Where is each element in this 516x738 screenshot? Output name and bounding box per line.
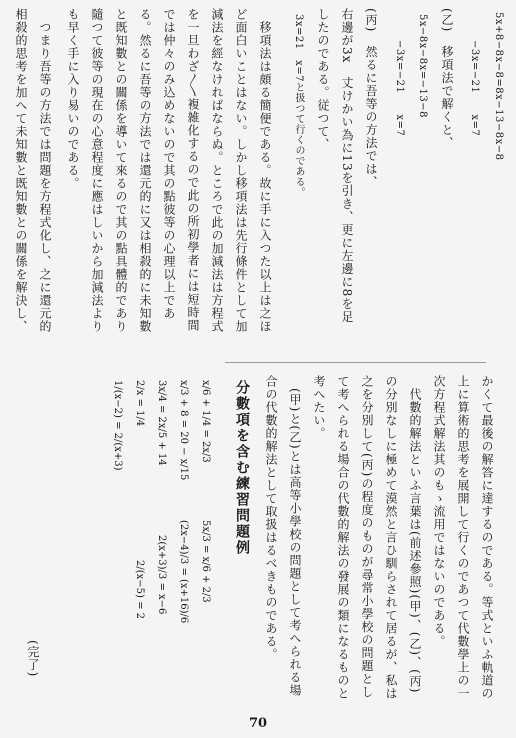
text-line: る。然るに吾等の方法では還元的に又は相殺的に未知數: [138, 8, 152, 333]
equation-line: 5x−8x−8x=−13−8: [417, 14, 428, 118]
text-line: の分別なしに極めて漠然と言ひ馴らされて居るが、私は: [384, 375, 398, 700]
text-line: つまり吾等の方法では問題を方程式化し、之に還元的: [38, 8, 52, 333]
text-line: 相殺的思考を加へて未知數と既知數との關係を解決し、: [14, 8, 28, 333]
equation-item: 2/(x−5) = 2: [134, 560, 145, 620]
text-line: を一旦わざ〳〵複雑化するので此の所初學者には短時間: [186, 8, 200, 332]
equation-item: 1/(x−2) = 2/(x+3): [112, 380, 123, 471]
text-line: 次方程式解法其のもゝ流用ではないのである。: [432, 375, 446, 648]
equation-line: 5x+8−8x−8=8x−13−8x−8: [493, 12, 504, 161]
equation-item: x/3 + 8 = 20 − x/15: [178, 380, 189, 481]
equation-item: 2/x = 1/4: [134, 380, 145, 427]
equation-line: −3x=−21 x=7: [469, 40, 480, 137]
page-number: 70: [248, 716, 268, 731]
text-line: 右邊が3x 丈けかい為に13を引き、更に左邊に8を足: [340, 8, 354, 324]
text-line: 隨つて彼等の現在の心意程度に應はしいから加減法より: [90, 8, 104, 333]
equation-item: 2(x+3)/3 = x−6: [156, 535, 167, 615]
equation-item: x/6 + 1/4 = 2x/3: [200, 380, 211, 463]
equation-item: 5x/3 = x/6 + 2/3: [200, 520, 211, 603]
text-line: て考へられる場合の代數的解法の發展の類になるものと: [336, 375, 350, 700]
section-heading: 分數項を含む練習問題例: [234, 380, 250, 556]
method-label: (乙) 移項法で解くと、: [440, 8, 454, 150]
text-line: 之を分別して(丙)の程度のものが尋常小學校の問題とし: [360, 375, 374, 699]
text-line: 合の代數的解法として取扱はるべきものである。: [264, 375, 278, 661]
text-line: 代數的解法といふ言葉は(前述參照)(甲)、(乙)、(丙): [408, 375, 422, 694]
text-line: ど面白いことはない。しかし移項法は先行條件として加: [234, 8, 248, 333]
equation-line: 3x=21 x=7と扱つて行くのである。: [293, 14, 304, 198]
text-line: 考へたい。: [312, 375, 326, 440]
text-line: も早く手に入り易いのである。: [66, 8, 80, 190]
equation-item: 3x/4 = 2x/5 + 14: [156, 380, 167, 466]
equation-item: (2x−4)/3 = (x+16)/6: [178, 520, 189, 624]
method-label: (丙) 然るに吾等の方法では、: [364, 8, 378, 189]
text-line: 移項法は頗る簡便である。故に手に入つた以上は之ほ: [258, 8, 272, 333]
text-line: したのである。従つて、: [316, 8, 330, 151]
text-line: では仲々のみ込めないので其の點彼等の心理以上であ: [162, 8, 176, 320]
text-line: 減法を經なければならぬ。ところで此の加減法は方程式: [210, 8, 224, 333]
section-divider: [225, 362, 486, 363]
equation-line: −3x=−21 x=7: [394, 40, 405, 137]
text-line: と既知數との關係を導いて來るので其の點具體的であり: [114, 8, 128, 333]
text-line: (甲)と(乙)とは高等小學校の問題として考へられる場: [288, 375, 302, 697]
end-mark: (完了): [26, 640, 40, 678]
text-line: 上に算術的思考を展開して行くのであつて代數學上の一: [456, 375, 470, 700]
text-line: かくて最後の解答に達するのである。等式といふ軌道の: [480, 375, 494, 700]
